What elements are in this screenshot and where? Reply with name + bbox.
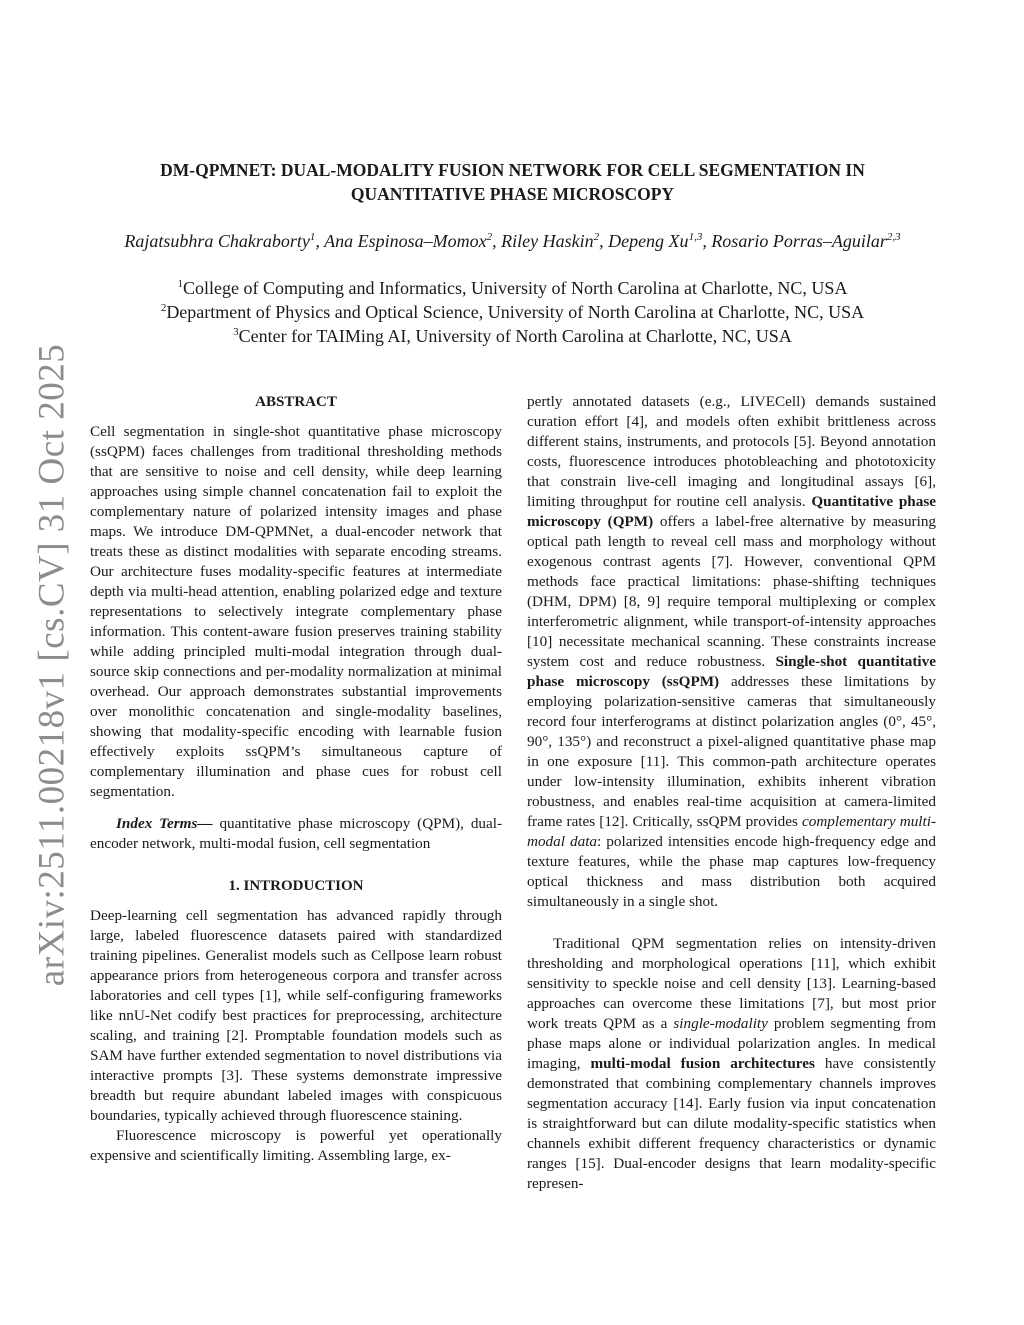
paragraph-text: pertly annotated datasets (e.g., LIVECell) demands sustained curation effort [4], and models often exhibit brittleness across different stains, instruments, and protocols [5]. Beyond annotation costs, fluorescence introduces photobleaching and phototoxicity that constrain live-cell imaging and longitudinal assays [6], limiting throughput for routine cell analysis.: [527, 393, 936, 510]
author-name: Riley Haskin: [501, 231, 594, 251]
affiliation-text: Department of Physics and Optical Science, University of North Carolina at Charlotte, NC, USA: [166, 302, 865, 322]
bold-term-ssqpm: Single-shot quantitative phase microscopy (ssQPM): [527, 653, 936, 690]
paragraph-text: addresses these limitations by employing polarization-sensitive cameras that simultaneously record four interferograms at distinct polarization angles (0°, 45°, 90°, 135°) and reconstruct a pixel-aligned quantitative phase map in one exposure [11]. This common-path architecture operates under low-intensity illumination, exhibits inherent vibration robustness, and enables real-time acquisition at camera-limited frame rates [12]. Critically, ssQPM provides: [527, 673, 936, 830]
affiliation-number: 2: [160, 302, 167, 314]
title-line-2: QUANTITATIVE PHASE MICROSCOPY: [350, 184, 675, 204]
paragraph-text: Traditional QPM segmentation relies on intensity-driven thresholding and morphological operations [11], which exhibit sensitivity to speckle noise and cell density [13]. Learning-based approaches can overcome these limitations [7], but most prior work treats QPM as a: [527, 935, 936, 1032]
affiliation-number: 3: [233, 326, 239, 338]
author-separator: ,: [702, 231, 712, 251]
spacer: [527, 912, 936, 934]
affiliation-number: 1: [177, 278, 184, 290]
paragraph-text: : polarized intensities encode high-frequency edge and texture features, while the phase map captures low-frequency optical thickness and mass distribution both acquired simultaneously in a single shot.: [527, 833, 936, 910]
affiliation-text: Center for TAIMing AI, University of North Carolina at Charlotte, NC, USA: [238, 326, 792, 346]
affiliation-item: [60, 324, 965, 348]
abstract-heading: ABSTRACT: [255, 394, 337, 410]
paragraph-text: have consistently demonstrated that combining complementary channels improves segmentation accuracy [14]. Early fusion via input concatenation is straightforward but can dilute modality-specific statistics when channels exhibit different frequency characteristics or dynamic ranges [15]. Dual-encoder designs that learn modality-specific represen-: [527, 1055, 937, 1192]
bold-term-fusion: multi-modal fusion architectures: [590, 1055, 815, 1072]
author-affiliation-mark: 1: [309, 231, 316, 243]
arxiv-identifier-watermark: arXiv:2511.00218v1 [cs.CV] 31 Oct 2025: [31, 343, 73, 987]
author-name: Rosario Porras–Aguilar: [711, 231, 887, 251]
title-line-1: DM-QPMNET: DUAL-MODALITY FUSION NETWORK FOR CELL SEGMENTATION IN: [160, 160, 865, 180]
author-affiliation-mark: 2: [593, 231, 600, 243]
intro-paragraph-3: [527, 934, 936, 1194]
author-affiliation-mark: 2: [486, 231, 493, 243]
author-name: Rajatsubhra Chakraborty: [124, 231, 310, 251]
intro-paragraph-1: Deep-learning cell segmentation has advanced rapidly through large, labeled fluorescence datasets paired with standardized training pipelines. Generalist models such as Cellpose learn robust appearance priors from heterogeneous corpora and transfer across laboratories and cell types [1], while self-configuring frameworks like nnU-Net codify best practices for preprocessing, architecture scaling, and training [2]. Promptable foundation models such as SAM have further extended segmentation to novel distributions via interactive prompts [3]. These systems demonstrate impressive breadth but require abundant labeled images with conspicuous boundaries, typically achieved through fluorescence staining.: [90, 907, 502, 1124]
author-name: Depeng Xu: [608, 231, 689, 251]
affiliation-text: College of Computing and Informatics, University of North Carolina at Charlotte, NC, USA: [183, 278, 848, 298]
paragraph-text: offers a label-free alternative by measuring optical path length to reveal cell mass and morphology without exogenous contrast agents [7]. However, conventional QPM methods face practical limitations: phase-shifting techniques (DHM, DPM) [8, 9] require temporal multiplexing or complex interferometric alignment, while transport-of-intensity approaches [10] necessitate mechanical scanning. These constraints increase system cost and reduce robustness.: [527, 513, 937, 670]
author-affiliation-mark: 1,3: [688, 231, 703, 243]
affiliation-list: [60, 276, 965, 348]
intro-paragraph-2-continued: [527, 392, 936, 912]
intro-paragraph-2-start: Fluorescence microscopy is powerful yet operationally expensive and scientifically limiting. Assembling large, ex-: [90, 1127, 502, 1164]
abstract-text: Cell segmentation in single-shot quantitative phase microscopy (ssQPM) faces challenges from traditional thresholding methods that are sensitive to noise and cell density, while deep learning approaches using simple channel concatenation fail to exploit the complementary nature of polarized intensity images and phase maps. We introduce DM-QPMNet, a dual-encoder network that treats these as distinct modalities with separate encoding streams. Our architecture fuses modality-specific features at intermediate depth via multi-head attention, enabling polarized edge and texture representations to selectively integrate complementary phase information. This content-aware fusion preserves training stability while adding principled multi-modal integration through dual-source skip connections and per-modality normalization at minimal overhead. Our approach demonstrates substantial improvements over monolithic concatenation and single-modality baselines, showing that modality-specific encoding with learnable fusion effectively exploits ssQPM’s simultaneous capture of complementary illumination and phase cues for robust cell segmentation.: [90, 423, 502, 800]
spacer: [90, 854, 502, 876]
author-separator: ,: [599, 231, 609, 251]
italic-term: complementary multi-modal data: [527, 813, 937, 850]
index-terms-label: Index Terms—: [116, 815, 213, 832]
introduction-heading: 1. INTRODUCTION: [228, 878, 364, 894]
right-column: [527, 392, 936, 1194]
italic-term: single-modality: [673, 1015, 768, 1032]
paragraph-text: problem segmenting from phase maps alone or individual polarization angles. In medical imaging,: [527, 1015, 937, 1072]
author-affiliation-mark: 2,3: [886, 231, 901, 243]
author-separator: ,: [315, 231, 325, 251]
affiliation-item: [60, 276, 965, 300]
affiliation-item: [60, 300, 965, 324]
paper-title: [90, 158, 935, 206]
left-column: [90, 392, 502, 1166]
spacer: [90, 802, 502, 814]
author-name: Ana Espinosa–Momox: [324, 231, 487, 251]
index-terms-text: quantitative phase microscopy (QPM), dual-encoder network, multi-modal fusion, cell segmentation: [90, 815, 503, 852]
bold-term-qpm: Quantitative phase microscopy (QPM): [527, 493, 936, 530]
author-separator: ,: [492, 231, 502, 251]
author-list: [60, 229, 965, 253]
index-terms: [90, 814, 502, 854]
